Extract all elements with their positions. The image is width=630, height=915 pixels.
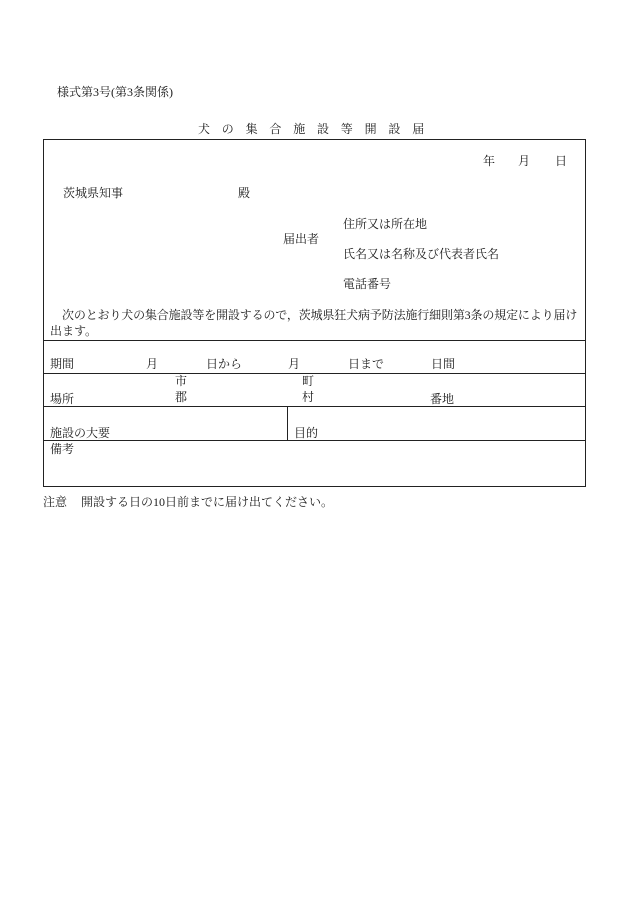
statement-line: 出ます。 (50, 324, 98, 338)
divider-location-bottom (43, 406, 586, 407)
facility-overview-label: 施設の大要 (50, 426, 111, 440)
divider-statement-bottom (43, 340, 586, 341)
applicant-phone-label: 電話番号 (343, 277, 392, 291)
divider-period-bottom (43, 373, 586, 374)
divider-facility-bottom (43, 440, 586, 441)
period-start-month: 月 (146, 357, 159, 371)
form-number: 様式第3号(第3条関係) (57, 85, 173, 99)
applicant-address-label: 住所又は所在地 (343, 217, 428, 231)
remarks-label: 備考 (50, 442, 75, 456)
applicant-name-label: 氏名又は名称及び代表者氏名 (343, 247, 500, 261)
location-town: 町 (302, 374, 315, 388)
period-end-day: 日まで (348, 357, 385, 371)
period-end-month: 月 (288, 357, 301, 371)
period-start-day: 日から (206, 357, 243, 371)
note-label: 注意 (43, 495, 68, 509)
location-village: 村 (302, 390, 315, 404)
period-duration: 日間 (431, 357, 456, 371)
facility-purpose-label: 目的 (294, 426, 319, 440)
period-label: 期間 (50, 357, 75, 371)
form-title: 犬の集合施設等開設届 (198, 122, 437, 136)
location-lot: 番地 (430, 392, 455, 406)
location-city: 市 (175, 374, 188, 388)
addressee-honorific: 殿 (238, 186, 251, 200)
date-year-label: 年 (483, 154, 496, 168)
note-text: 開設する日の10日前までに届け出てください。 (81, 495, 334, 509)
divider-facility-purpose (287, 406, 288, 440)
location-county: 郡 (175, 390, 188, 404)
date-day-label: 日 (555, 154, 568, 168)
date-month-label: 月 (518, 154, 531, 168)
addressee-name: 茨城県知事 (63, 186, 124, 200)
statement-line: 次のとおり犬の集合施設等を開設するので，茨城県狂犬病予防法施行細則第3条の規定により届け (62, 308, 578, 322)
applicant-label: 届出者 (283, 232, 320, 246)
location-label: 場所 (50, 392, 75, 406)
